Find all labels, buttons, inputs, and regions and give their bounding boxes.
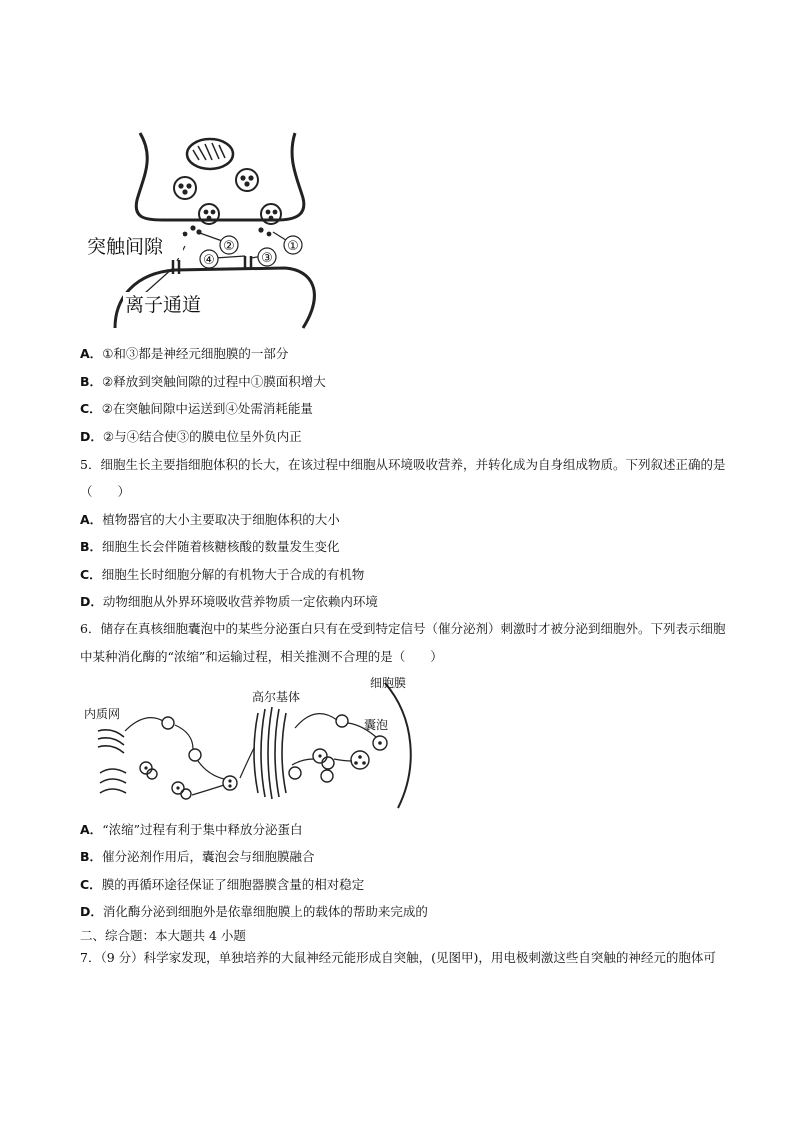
er-icon	[98, 730, 126, 793]
vesicle-label: 囊泡	[364, 718, 389, 732]
section-heading: 二、综合题：本大题共 4 小题	[80, 928, 246, 943]
q5-option-c: C．细胞生长时细胞分解的有机物大于合成的有机物	[80, 567, 365, 582]
q5-option-a: A．植物器官的大小主要取决于细胞体积的大小	[80, 512, 340, 527]
q5-stem-line2: （ ）	[80, 484, 131, 499]
q6-stem-line2: 中某种消化酶的“浓缩”和运输过程，相关推测不合理的是（ ）	[80, 649, 443, 664]
q6-option-d: D．消化酶分泌到细胞外是依靠细胞膜上的载体的帮助来完成的	[80, 904, 428, 919]
q4-option-b: B．②释放到突触间隙的过程中①膜面积增大	[80, 374, 326, 389]
secretion-diagram	[80, 673, 420, 813]
golgi-label: 高尔基体	[252, 690, 301, 704]
synaptic-cleft-label: 突触间隙	[87, 236, 164, 258]
marker-3: ③	[261, 251, 273, 266]
membrane-label: 细胞膜	[370, 676, 407, 690]
q5-option-b: B．细胞生长会伴随着核糖核酸的数量发生变化	[80, 539, 340, 554]
q5-option-d: D．动物细胞从外界环境吸收营养物质一定依赖内环境	[80, 594, 378, 609]
q4-option-d: D．②与④结合使③的膜电位呈外负内正	[80, 429, 302, 444]
ion-channel-label: 离子通道	[125, 294, 202, 316]
golgi-icon	[254, 707, 286, 799]
marker-2: ②	[223, 239, 235, 254]
q4-option-a: A．①和③都是神经元细胞膜的一部分	[80, 346, 289, 361]
marker-1: ①	[287, 239, 299, 254]
q6-stem-line1: 6．储存在真核细胞囊泡中的某些分泌蛋白只有在受到特定信号（催分泌剂）刺激时才被分泌到细胞外。下列表示细胞	[80, 621, 726, 636]
mitochondrion-icon	[187, 139, 233, 169]
q6-option-b: B．催分泌剂作用后，囊泡会与细胞膜融合	[80, 849, 315, 864]
synapse-diagram	[85, 128, 335, 333]
synapse-figure	[85, 128, 335, 333]
q6-option-a: A．“浓缩”过程有利于集中释放分泌蛋白	[80, 822, 303, 837]
er-label: 内质网	[84, 707, 121, 721]
secretion-figure	[80, 673, 420, 813]
q7-stem-line1: 7．（9 分）科学家发现，单独培养的大鼠神经元能形成自突触，(见图甲)，用电极刺激这些自突触的神经元的胞体可	[80, 950, 716, 965]
q5-stem-line1: 5．细胞生长主要指细胞体积的长大，在该过程中细胞从环境吸收营养，并转化成为自身组成物质。下列叙述正确的是	[80, 457, 726, 472]
marker-4: ④	[203, 253, 215, 268]
q6-option-c: C．膜的再循环途径保证了细胞器膜含量的相对稳定	[80, 877, 365, 892]
q4-option-c: C．②在突触间隙中运送到④处需消耗能量	[80, 401, 313, 416]
